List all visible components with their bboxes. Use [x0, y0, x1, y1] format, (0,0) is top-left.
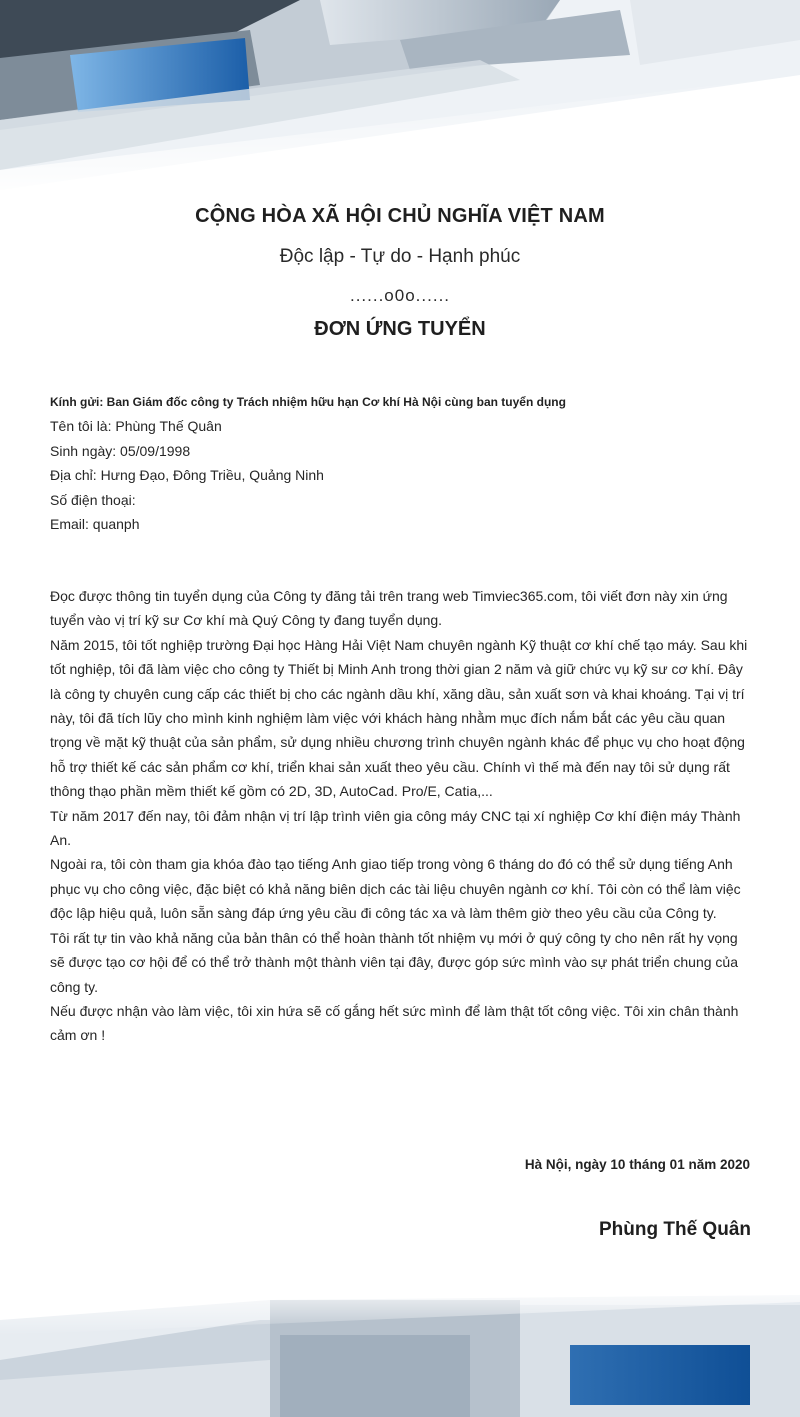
body-paragraph: Từ năm 2017 đến nay, tôi đảm nhận vị trí lập trình viên gia công máy CNC tại xí nghiệp Cơ khí điện máy Thành An.	[50, 807, 741, 849]
national-motto: Độc lập - Tự do - Hạnh phúc	[279, 246, 521, 267]
document-title: ĐƠN ỨNG TUYỂN	[314, 318, 486, 340]
letter-body	[50, 584, 752, 1048]
personal-info	[50, 414, 324, 537]
body-paragraph: Đọc được thông tin tuyển dụng của Công ty đăng tải trên trang web Timviec365.com, tôi viết đơn này xin ứng tuyển vào vị trí kỹ sư Cơ khí mà Quý Công ty đang tuyển dụng.	[50, 588, 728, 629]
applicant-birthdate: Sinh ngày: 05/09/1998	[50, 442, 191, 459]
place-date: Hà Nội, ngày 10 tháng 01 năm 2020	[524, 1157, 750, 1172]
signer-name: Phùng Thế Quân	[599, 1219, 751, 1240]
body-paragraph: Năm 2015, tôi tốt nghiệp trường Đại học Hàng Hải Việt Nam chuyên ngành Kỹ thuật cơ khí chế tạo máy. Sau khi tốt nghiệp, tôi đã làm việc cho công ty Thiết bị Minh Anh trong thời gian 2 năm và giữ chức vụ kỹ sư cơ khí. Đây là công ty chuyên cung cấp các thiết bị cho các ngành dầu khí, xăng dầu, sản xuất sơn và khai khoáng. Tại vị trí này, tôi đã tích lũy cho mình kinh nghiệm làm việc với khách hàng nhằm mục đích nắm bắt các yêu cầu quan trọng về mặt kỹ thuật của sản phẩm, sử dụng nhiều chương trình chuyên ngành khác để phục vụ cho hoạt động hỗ trợ thiết kế các sản phẩm cơ khí, triển khai sản xuất theo yêu cầu. Chính vì thế mà đến nay tôi sử dụng rất thông thạo phần mềm thiết kế gồm có 2D, 3D, AutoCad. Pro/E, Catia,...	[50, 636, 748, 800]
title-ornament: ......o0o......	[349, 286, 451, 305]
body-paragraph: Nếu được nhận vào làm việc, tôi xin hứa sẽ cố gắng hết sức mình để làm thật tốt công việc. Tôi xin chân thành cảm ơn !	[50, 1002, 739, 1044]
addressee-line: Kính gửi: Ban Giám đốc công ty Trách nhiệm hữu hạn Cơ khí Hà Nội cùng ban tuyển dụng	[50, 395, 566, 409]
body-paragraph: Ngoài ra, tôi còn tham gia khóa đào tạo tiếng Anh giao tiếp trong vòng 6 tháng do đó có thể sử dụng tiếng Anh phục vụ cho công việc, đặc biệt có khả năng biên dịch các tài liệu chuyên ngành cơ khí. Tôi còn có thể làm việc độc lập hiệu quả, luôn sẵn sàng đáp ứng yêu cầu đi công tác xa và làm thêm giờ theo yêu cầu của Công ty.	[50, 856, 741, 922]
national-title: CỘNG HÒA XÃ HỘI CHỦ NGHĨA VIỆT NAM	[195, 205, 605, 227]
applicant-phone: Số điện thoại:	[50, 491, 136, 508]
applicant-email: Email: quanph	[50, 516, 140, 532]
applicant-address: Địa chỉ: Hưng Đạo, Đông Triều, Quảng Ninh	[50, 467, 324, 483]
applicant-name: Tên tôi là: Phùng Thế Quân	[50, 418, 222, 434]
body-paragraph: Tôi rất tự tin vào khả năng của bản thân có thể hoàn thành tốt nhiệm vụ mới ở quý công ty cho nên rất hy vọng sẽ được tạo cơ hội để có thể trở thành một thành viên tại đây, được góp sức mình vào sự phát triển chung của công ty.	[50, 929, 738, 995]
